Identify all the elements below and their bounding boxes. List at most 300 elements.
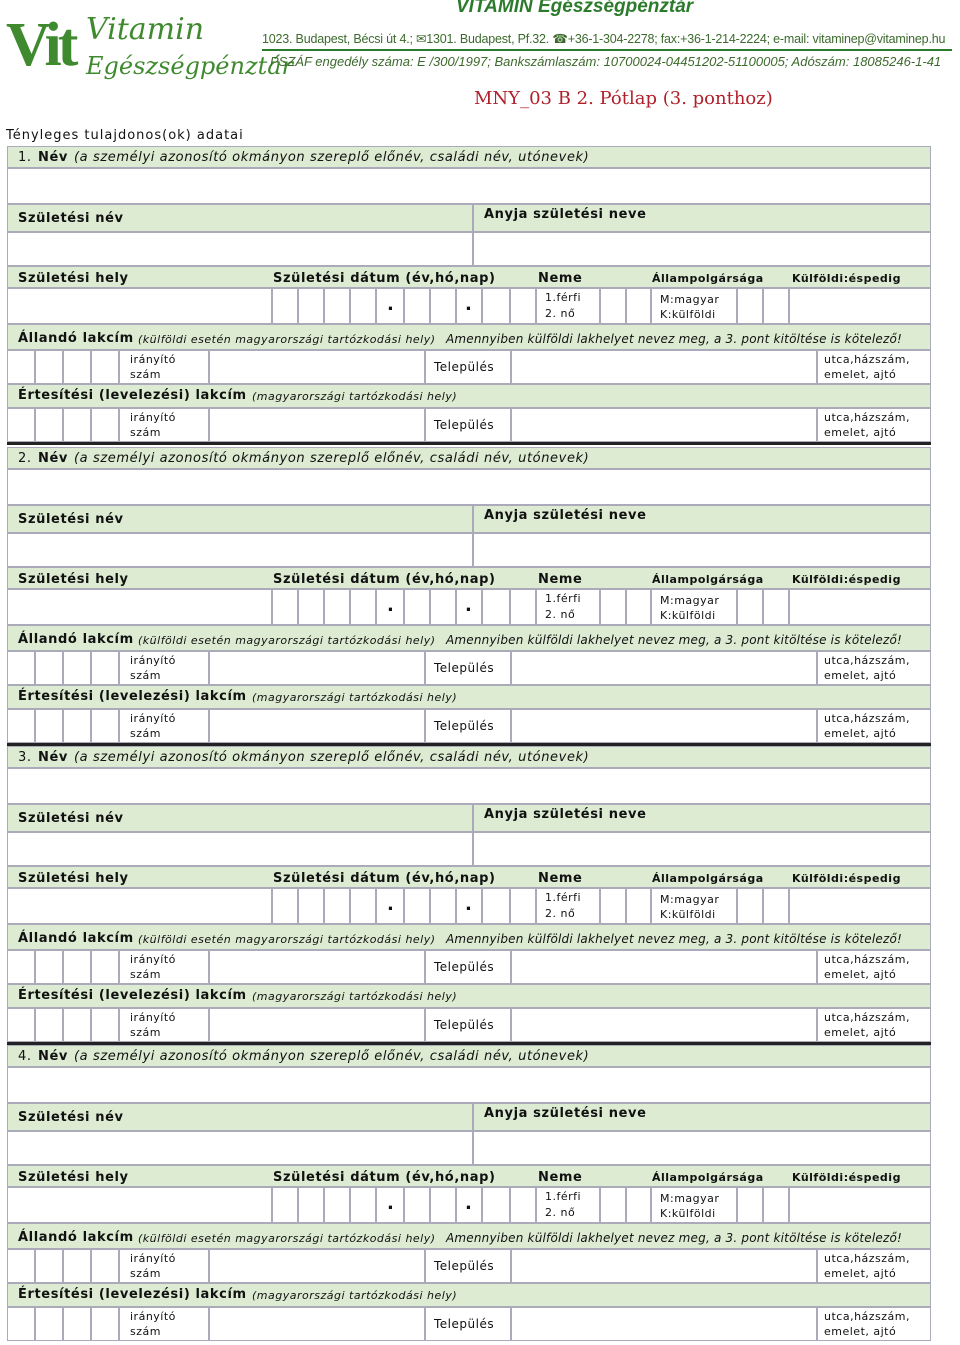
birth-name-label-cell bbox=[7, 1103, 473, 1131]
permanent-address-zip-extra[interactable] bbox=[209, 350, 425, 384]
foreign-label: Külföldi:éspedig bbox=[792, 573, 901, 586]
permanent-address-hint: (külföldi esetén magyarországi tartózkodási hely) bbox=[138, 333, 436, 346]
postal-address-zip-label-1: irányító bbox=[130, 411, 176, 424]
birth-date-digit[interactable] bbox=[350, 888, 376, 924]
permanent-address-city-label: Település bbox=[434, 661, 495, 675]
permanent-address-city-label: Település bbox=[434, 1259, 495, 1273]
sex-options bbox=[536, 589, 600, 625]
postal-address-street-label-cell bbox=[817, 408, 931, 442]
birth-place-label: Születési hely bbox=[18, 871, 129, 886]
birth-date-label: Születési dátum (év,hó,nap) bbox=[273, 572, 496, 587]
spacer-cell bbox=[763, 888, 789, 924]
postal-address-zip-digit[interactable] bbox=[7, 1307, 35, 1341]
permanent-address-city-label-cell bbox=[425, 651, 511, 685]
permanent-address-hint: (külföldi esetén magyarországi tartózkodási hely) bbox=[138, 1232, 436, 1245]
name-hint: (a személyi azonosító okmányon szereplő előnév, családi név, utónevek) bbox=[74, 150, 590, 165]
permanent-address-header bbox=[7, 1223, 931, 1249]
permanent-address-zip-digit[interactable] bbox=[7, 350, 35, 384]
permanent-address-zip-digit[interactable] bbox=[63, 651, 91, 685]
birth-details-header bbox=[7, 1165, 931, 1187]
postal-address-city-label-cell bbox=[425, 1008, 511, 1042]
company-name: VITAMIN Egészségpénztár bbox=[456, 0, 694, 17]
full-name-input[interactable] bbox=[7, 768, 931, 804]
citizenship-input[interactable] bbox=[737, 888, 763, 924]
owner-block bbox=[7, 1045, 931, 1345]
postal-address-zip-label-2: szám bbox=[130, 727, 161, 740]
permanent-address-zip-digit[interactable] bbox=[35, 350, 63, 384]
postal-address-city-input[interactable] bbox=[511, 709, 817, 743]
sex-label: Neme bbox=[538, 271, 583, 286]
permanent-address-zip-digit[interactable] bbox=[91, 350, 119, 384]
sex-male-option: 1.férfi bbox=[545, 1190, 582, 1203]
postal-address-city-label-cell bbox=[425, 408, 511, 442]
postal-address-zip-label-1: irányító bbox=[130, 1011, 176, 1024]
permanent-address-city-label: Település bbox=[434, 360, 495, 374]
spacer-cell bbox=[763, 288, 789, 324]
postal-address-zip-digit[interactable] bbox=[91, 1307, 119, 1341]
postal-address-city-input[interactable] bbox=[511, 408, 817, 442]
birth-date-digit[interactable] bbox=[272, 888, 298, 924]
permanent-address-street-label-cell bbox=[817, 950, 931, 984]
birth-place-label: Születési hely bbox=[18, 271, 129, 286]
owner-number: 4. bbox=[18, 1049, 32, 1064]
postal-address-zip-digit[interactable] bbox=[91, 408, 119, 442]
permanent-address-note: Amennyiben külföldi lakhelyet nevez meg, a 3. pont kitöltése is kötelező! bbox=[446, 332, 903, 346]
permanent-address-zip-digit[interactable] bbox=[91, 950, 119, 984]
postal-address-hint: (magyarországi tartózkodási hely) bbox=[252, 691, 458, 704]
permanent-address-city-input[interactable] bbox=[511, 651, 817, 685]
postal-address-zip-label-cell bbox=[119, 408, 209, 442]
name-label: Név bbox=[38, 150, 68, 165]
permanent-address-zip-label-2: szám bbox=[130, 669, 161, 682]
postal-address-zip-digit[interactable] bbox=[7, 1008, 35, 1042]
sex-input[interactable] bbox=[600, 1187, 626, 1223]
permanent-address-label: Állandó lakcím bbox=[18, 931, 134, 946]
postal-address-zip-digit[interactable] bbox=[35, 709, 63, 743]
sex-input[interactable] bbox=[600, 888, 626, 924]
permanent-address-street-label-2: emelet, ajtó bbox=[824, 1267, 897, 1280]
postal-address-zip-digit[interactable] bbox=[35, 1307, 63, 1341]
postal-address-city-label-cell bbox=[425, 709, 511, 743]
permanent-address-hint: (külföldi esetén magyarországi tartózkodási hely) bbox=[138, 933, 436, 946]
citizenship-foreign-option: K:külföldi bbox=[660, 1207, 716, 1220]
foreign-country-input[interactable] bbox=[789, 589, 931, 625]
date-dot: . bbox=[465, 1193, 472, 1214]
logo-word-1: Vitamin bbox=[86, 12, 205, 47]
company-address: 1023. Budapest, Bécsi út 4.; ✉1301. Budapest, Pf.32. ☎+36-1-304-2278; fax:+36-1-214-2224; e-mail: vitaminep@vitaminep.hu bbox=[262, 31, 952, 51]
permanent-address-street-label-cell bbox=[817, 1249, 931, 1283]
form-title: Tényleges tulajdonos(ok) adatai bbox=[6, 128, 244, 143]
birth-name-label: Születési név bbox=[18, 811, 124, 826]
postal-address-city-label: Település bbox=[434, 1018, 495, 1032]
spacer-cell bbox=[626, 589, 651, 625]
permanent-address-zip-digit[interactable] bbox=[7, 1249, 35, 1283]
spacer-cell bbox=[626, 288, 651, 324]
spacer-cell bbox=[626, 888, 651, 924]
permanent-address-zip-digit[interactable] bbox=[63, 950, 91, 984]
birth-place-input[interactable] bbox=[7, 888, 272, 924]
date-dot: . bbox=[387, 595, 394, 616]
name-header-row bbox=[7, 146, 931, 168]
permanent-address-street-label-2: emelet, ajtó bbox=[824, 368, 897, 381]
permanent-address-zip-extra[interactable] bbox=[209, 651, 425, 685]
birth-date-digit[interactable] bbox=[404, 1187, 430, 1223]
birth-name-input[interactable] bbox=[7, 832, 473, 866]
birth-name-label-cell bbox=[7, 204, 473, 232]
postal-address-street-label-1: utca,házszám, bbox=[824, 411, 911, 424]
permanent-address-zip-label-2: szám bbox=[130, 1267, 161, 1280]
permanent-address-zip-label-1: irányító bbox=[130, 353, 176, 366]
foreign-country-input[interactable] bbox=[789, 288, 931, 324]
permanent-address-street-label-1: utca,házszám, bbox=[824, 953, 911, 966]
foreign-label: Külföldi:éspedig bbox=[792, 872, 901, 885]
mother-name-label-cell bbox=[473, 1103, 931, 1131]
birth-date-digit[interactable] bbox=[404, 589, 430, 625]
sex-options bbox=[536, 288, 600, 324]
citizenship-foreign-option: K:külföldi bbox=[660, 609, 716, 622]
citizenship-options bbox=[651, 888, 737, 924]
permanent-address-street-label-cell bbox=[817, 350, 931, 384]
permanent-address-city-input[interactable] bbox=[511, 350, 817, 384]
permanent-address-zip-digit[interactable] bbox=[63, 1249, 91, 1283]
date-separator-cell bbox=[482, 589, 510, 625]
letterhead bbox=[0, 0, 960, 130]
birth-name-label: Születési név bbox=[18, 512, 124, 527]
sex-male-option: 1.férfi bbox=[545, 592, 582, 605]
citizenship-options bbox=[651, 589, 737, 625]
birth-name-label-cell bbox=[7, 804, 473, 832]
sex-input[interactable] bbox=[600, 589, 626, 625]
postal-address-city-label: Település bbox=[434, 719, 495, 733]
birth-date-digit[interactable] bbox=[298, 888, 324, 924]
birth-date-digit[interactable] bbox=[324, 1187, 350, 1223]
citizenship-label: Állampolgársága bbox=[652, 872, 764, 885]
birth-date-label: Születési dátum (év,hó,nap) bbox=[273, 271, 496, 286]
postal-address-city-label: Település bbox=[434, 418, 495, 432]
name-header-row bbox=[7, 447, 931, 469]
birth-date-digit[interactable] bbox=[324, 288, 350, 324]
postal-address-street-label-2: emelet, ajtó bbox=[824, 1325, 897, 1338]
postal-address-city-label-cell bbox=[425, 1307, 511, 1341]
postal-address-zip-label-cell bbox=[119, 1008, 209, 1042]
permanent-address-zip-label-2: szám bbox=[130, 368, 161, 381]
name-label: Név bbox=[38, 1049, 68, 1064]
postal-address-zip-digit[interactable] bbox=[63, 709, 91, 743]
postal-address-street-label-1: utca,házszám, bbox=[824, 1011, 911, 1024]
postal-address-zip-label-2: szám bbox=[130, 1026, 161, 1039]
sex-options bbox=[536, 888, 600, 924]
permanent-address-city-label-cell bbox=[425, 350, 511, 384]
postal-address-zip-label-1: irányító bbox=[130, 712, 176, 725]
sex-options bbox=[536, 1187, 600, 1223]
spacer-cell bbox=[626, 1187, 651, 1223]
sex-female-option: 2. nő bbox=[545, 307, 576, 320]
mother-name-input[interactable] bbox=[473, 533, 931, 567]
birth-date-digit[interactable] bbox=[430, 1187, 456, 1223]
permanent-address-zip-digit[interactable] bbox=[63, 350, 91, 384]
permanent-address-street-label-2: emelet, ajtó bbox=[824, 968, 897, 981]
permanent-address-zip-extra[interactable] bbox=[209, 1249, 425, 1283]
permanent-address-street-label-cell bbox=[817, 651, 931, 685]
sex-male-option: 1.férfi bbox=[545, 891, 582, 904]
postal-address-label: Értesítési (levelezési) lakcím bbox=[18, 689, 247, 704]
permanent-address-city-label-cell bbox=[425, 950, 511, 984]
mother-name-input[interactable] bbox=[473, 1131, 931, 1165]
postal-address-zip-digit[interactable] bbox=[35, 1008, 63, 1042]
postal-address-street-label-cell bbox=[817, 709, 931, 743]
postal-address-zip-digit[interactable] bbox=[91, 709, 119, 743]
birth-name-label: Születési név bbox=[18, 1110, 124, 1125]
birth-date-digit[interactable] bbox=[430, 288, 456, 324]
birth-name-input[interactable] bbox=[7, 232, 473, 266]
birth-place-label: Születési hely bbox=[18, 572, 129, 587]
permanent-address-street-label-1: utca,házszám, bbox=[824, 1252, 911, 1265]
foreign-country-input[interactable] bbox=[789, 1187, 931, 1223]
permanent-address-zip-digit[interactable] bbox=[91, 651, 119, 685]
postal-address-street-label-1: utca,házszám, bbox=[824, 1310, 911, 1323]
birth-date-label: Születési dátum (év,hó,nap) bbox=[273, 871, 496, 886]
permanent-address-hint: (külföldi esetén magyarországi tartózkodási hely) bbox=[138, 634, 436, 647]
birth-date-digit[interactable] bbox=[350, 288, 376, 324]
birth-date-label: Születési dátum (év,hó,nap) bbox=[273, 1170, 496, 1185]
citizenship-hu-option: M:magyar bbox=[660, 293, 720, 306]
permanent-address-zip-digit[interactable] bbox=[35, 950, 63, 984]
birth-details-header bbox=[7, 567, 931, 589]
sex-female-option: 2. nő bbox=[545, 1206, 576, 1219]
postal-address-zip-digit[interactable] bbox=[63, 1307, 91, 1341]
name-hint: (a személyi azonosító okmányon szereplő előnév, családi név, utónevek) bbox=[74, 1049, 590, 1064]
mother-name-label-cell bbox=[473, 505, 931, 533]
permanent-address-label: Állandó lakcím bbox=[18, 632, 134, 647]
permanent-address-note: Amennyiben külföldi lakhelyet nevez meg, a 3. pont kitöltése is kötelező! bbox=[446, 633, 903, 647]
birth-name-input[interactable] bbox=[7, 533, 473, 567]
permanent-address-zip-extra[interactable] bbox=[209, 950, 425, 984]
citizenship-foreign-option: K:külföldi bbox=[660, 908, 716, 921]
permanent-address-note: Amennyiben külföldi lakhelyet nevez meg, a 3. pont kitöltése is kötelező! bbox=[446, 932, 903, 946]
birth-name-input[interactable] bbox=[7, 1131, 473, 1165]
birth-name-label-cell bbox=[7, 505, 473, 533]
postal-address-zip-label-cell bbox=[119, 709, 209, 743]
permanent-address-zip-digit[interactable] bbox=[35, 651, 63, 685]
birth-name-label: Születési név bbox=[18, 211, 124, 226]
birth-place-input[interactable] bbox=[7, 1187, 272, 1223]
citizenship-foreign-option: K:külföldi bbox=[660, 308, 716, 321]
postal-address-zip-digit[interactable] bbox=[7, 408, 35, 442]
citizenship-input[interactable] bbox=[737, 1187, 763, 1223]
mother-name-label: Anyja születési neve bbox=[484, 508, 647, 523]
block-separator bbox=[7, 442, 931, 445]
postal-address-zip-extra[interactable] bbox=[209, 1008, 425, 1042]
citizenship-options bbox=[651, 1187, 737, 1223]
birth-date-digit[interactable] bbox=[350, 1187, 376, 1223]
birth-place-label: Születési hely bbox=[18, 1170, 129, 1185]
mother-name-input[interactable] bbox=[473, 832, 931, 866]
owner-block bbox=[7, 146, 931, 446]
logo-word-2: Egészségpénztár bbox=[86, 52, 294, 80]
birth-date-digit[interactable] bbox=[298, 1187, 324, 1223]
birth-place-input[interactable] bbox=[7, 288, 272, 324]
permanent-address-city-label: Település bbox=[434, 960, 495, 974]
permanent-address-city-input[interactable] bbox=[511, 1249, 817, 1283]
permanent-address-zip-digit[interactable] bbox=[35, 1249, 63, 1283]
name-header-row bbox=[7, 746, 931, 768]
postal-address-zip-label-2: szám bbox=[130, 1325, 161, 1338]
postal-address-header bbox=[7, 384, 931, 408]
spacer-cell bbox=[763, 589, 789, 625]
birth-date-digit[interactable] bbox=[404, 288, 430, 324]
name-hint: (a személyi azonosító okmányon szereplő előnév, családi név, utónevek) bbox=[74, 451, 590, 466]
postal-address-zip-label-cell bbox=[119, 1307, 209, 1341]
permanent-address-city-label-cell bbox=[425, 1249, 511, 1283]
permanent-address-zip-label-2: szám bbox=[130, 968, 161, 981]
birth-date-digit[interactable] bbox=[350, 589, 376, 625]
date-separator-cell bbox=[482, 1187, 510, 1223]
date-dot: . bbox=[465, 894, 472, 915]
birth-date-digit[interactable] bbox=[430, 589, 456, 625]
permanent-address-note: Amennyiben külföldi lakhelyet nevez meg, a 3. pont kitöltése is kötelező! bbox=[446, 1231, 903, 1245]
form-code: MNY_03 B 2. Pótlap (3. ponthoz) bbox=[474, 88, 773, 109]
citizenship-label: Állampolgársága bbox=[652, 272, 764, 285]
full-name-input[interactable] bbox=[7, 1067, 931, 1103]
postal-address-zip-extra[interactable] bbox=[209, 709, 425, 743]
permanent-address-street-label-1: utca,házszám, bbox=[824, 654, 911, 667]
citizenship-input[interactable] bbox=[737, 288, 763, 324]
date-dot: . bbox=[465, 595, 472, 616]
citizenship-hu-option: M:magyar bbox=[660, 893, 720, 906]
permanent-address-zip-label-1: irányító bbox=[130, 953, 176, 966]
postal-address-city-input[interactable] bbox=[511, 1307, 817, 1341]
birth-details-header bbox=[7, 866, 931, 888]
postal-address-label: Értesítési (levelezési) lakcím bbox=[18, 1287, 247, 1302]
birth-place-input[interactable] bbox=[7, 589, 272, 625]
birth-date-digit[interactable] bbox=[272, 589, 298, 625]
birth-date-digit[interactable] bbox=[298, 288, 324, 324]
mother-name-label-cell bbox=[473, 804, 931, 832]
permanent-address-label: Állandó lakcím bbox=[18, 1230, 134, 1245]
date-separator-cell bbox=[482, 888, 510, 924]
postal-address-hint: (magyarországi tartózkodási hely) bbox=[252, 1289, 458, 1302]
foreign-label: Külföldi:éspedig bbox=[792, 1171, 901, 1184]
birth-date-digit[interactable] bbox=[510, 888, 536, 924]
birth-date-digit[interactable] bbox=[510, 1187, 536, 1223]
date-dot: . bbox=[387, 294, 394, 315]
name-label: Név bbox=[38, 451, 68, 466]
permanent-address-zip-digit[interactable] bbox=[91, 1249, 119, 1283]
birth-date-digit[interactable] bbox=[324, 589, 350, 625]
sex-label: Neme bbox=[538, 572, 583, 587]
postal-address-street-label-cell bbox=[817, 1307, 931, 1341]
mother-name-label: Anyja születési neve bbox=[484, 1106, 647, 1121]
permanent-address-label: Állandó lakcím bbox=[18, 331, 134, 346]
mother-name-label: Anyja születési neve bbox=[484, 207, 647, 222]
postal-address-street-label-1: utca,házszám, bbox=[824, 712, 911, 725]
sex-label: Neme bbox=[538, 1170, 583, 1185]
owner-number: 3. bbox=[18, 750, 32, 765]
sex-label: Neme bbox=[538, 871, 583, 886]
postal-address-zip-extra[interactable] bbox=[209, 408, 425, 442]
birth-date-digit[interactable] bbox=[272, 288, 298, 324]
postal-address-label: Értesítési (levelezési) lakcím bbox=[18, 388, 247, 403]
postal-address-zip-digit[interactable] bbox=[35, 408, 63, 442]
birth-date-digit[interactable] bbox=[510, 288, 536, 324]
name-header-row bbox=[7, 1045, 931, 1067]
sex-female-option: 2. nő bbox=[545, 907, 576, 920]
permanent-address-street-label-1: utca,házszám, bbox=[824, 353, 911, 366]
birth-date-digit[interactable] bbox=[298, 589, 324, 625]
permanent-address-header bbox=[7, 625, 931, 651]
owner-number: 1. bbox=[18, 150, 32, 165]
citizenship-input[interactable] bbox=[737, 589, 763, 625]
permanent-address-zip-label-cell bbox=[119, 1249, 209, 1283]
foreign-label: Külföldi:éspedig bbox=[792, 272, 901, 285]
sex-female-option: 2. nő bbox=[545, 608, 576, 621]
postal-address-zip-digit[interactable] bbox=[7, 709, 35, 743]
postal-address-hint: (magyarországi tartózkodási hely) bbox=[252, 990, 458, 1003]
mother-name-label: Anyja születési neve bbox=[484, 807, 647, 822]
postal-address-header bbox=[7, 984, 931, 1008]
full-name-input[interactable] bbox=[7, 168, 931, 204]
birth-date-digit[interactable] bbox=[404, 888, 430, 924]
name-hint: (a személyi azonosító okmányon szereplő előnév, családi név, utónevek) bbox=[74, 750, 590, 765]
postal-address-header bbox=[7, 685, 931, 709]
citizenship-options bbox=[651, 288, 737, 324]
foreign-country-input[interactable] bbox=[789, 888, 931, 924]
company-registration: PSZÁF engedély száma: E /300/1997; Bankszámlaszám: 10700024-04451202-51100005; Adószám: 18085246-1-41 bbox=[270, 54, 942, 69]
permanent-address-zip-digit[interactable] bbox=[7, 950, 35, 984]
postal-address-street-label-cell bbox=[817, 1008, 931, 1042]
date-dot: . bbox=[465, 294, 472, 315]
permanent-address-header bbox=[7, 324, 931, 350]
permanent-address-zip-label-cell bbox=[119, 950, 209, 984]
permanent-address-zip-label-1: irányító bbox=[130, 654, 176, 667]
postal-address-street-label-2: emelet, ajtó bbox=[824, 727, 897, 740]
owner-block bbox=[7, 746, 931, 1046]
birth-date-digit[interactable] bbox=[430, 888, 456, 924]
sex-male-option: 1.férfi bbox=[545, 291, 582, 304]
postal-address-street-label-2: emelet, ajtó bbox=[824, 1026, 897, 1039]
date-separator-cell bbox=[482, 288, 510, 324]
full-name-input[interactable] bbox=[7, 469, 931, 505]
birth-date-digit[interactable] bbox=[324, 888, 350, 924]
spacer-cell bbox=[763, 1187, 789, 1223]
postal-address-zip-digit[interactable] bbox=[63, 408, 91, 442]
postal-address-street-label-2: emelet, ajtó bbox=[824, 426, 897, 439]
date-dot: . bbox=[387, 1193, 394, 1214]
birth-date-digit[interactable] bbox=[510, 589, 536, 625]
citizenship-label: Állampolgársága bbox=[652, 573, 764, 586]
permanent-address-zip-digit[interactable] bbox=[7, 651, 35, 685]
company-logo bbox=[6, 8, 294, 88]
date-dot: . bbox=[387, 894, 394, 915]
permanent-address-street-label-2: emelet, ajtó bbox=[824, 669, 897, 682]
birth-date-digit[interactable] bbox=[272, 1187, 298, 1223]
postal-address-zip-digit[interactable] bbox=[91, 1008, 119, 1042]
permanent-address-zip-label-1: irányító bbox=[130, 1252, 176, 1265]
postal-address-zip-digit[interactable] bbox=[63, 1008, 91, 1042]
postal-address-zip-extra[interactable] bbox=[209, 1307, 425, 1341]
postal-address-city-input[interactable] bbox=[511, 1008, 817, 1042]
mother-name-input[interactable] bbox=[473, 232, 931, 266]
postal-address-hint: (magyarországi tartózkodási hely) bbox=[252, 390, 458, 403]
logo-mark: Vit bbox=[6, 11, 75, 79]
postal-address-label: Értesítési (levelezési) lakcím bbox=[18, 988, 247, 1003]
postal-address-header bbox=[7, 1283, 931, 1307]
permanent-address-header bbox=[7, 924, 931, 950]
sex-input[interactable] bbox=[600, 288, 626, 324]
name-label: Név bbox=[38, 750, 68, 765]
postal-address-city-label: Település bbox=[434, 1317, 495, 1331]
permanent-address-city-input[interactable] bbox=[511, 950, 817, 984]
